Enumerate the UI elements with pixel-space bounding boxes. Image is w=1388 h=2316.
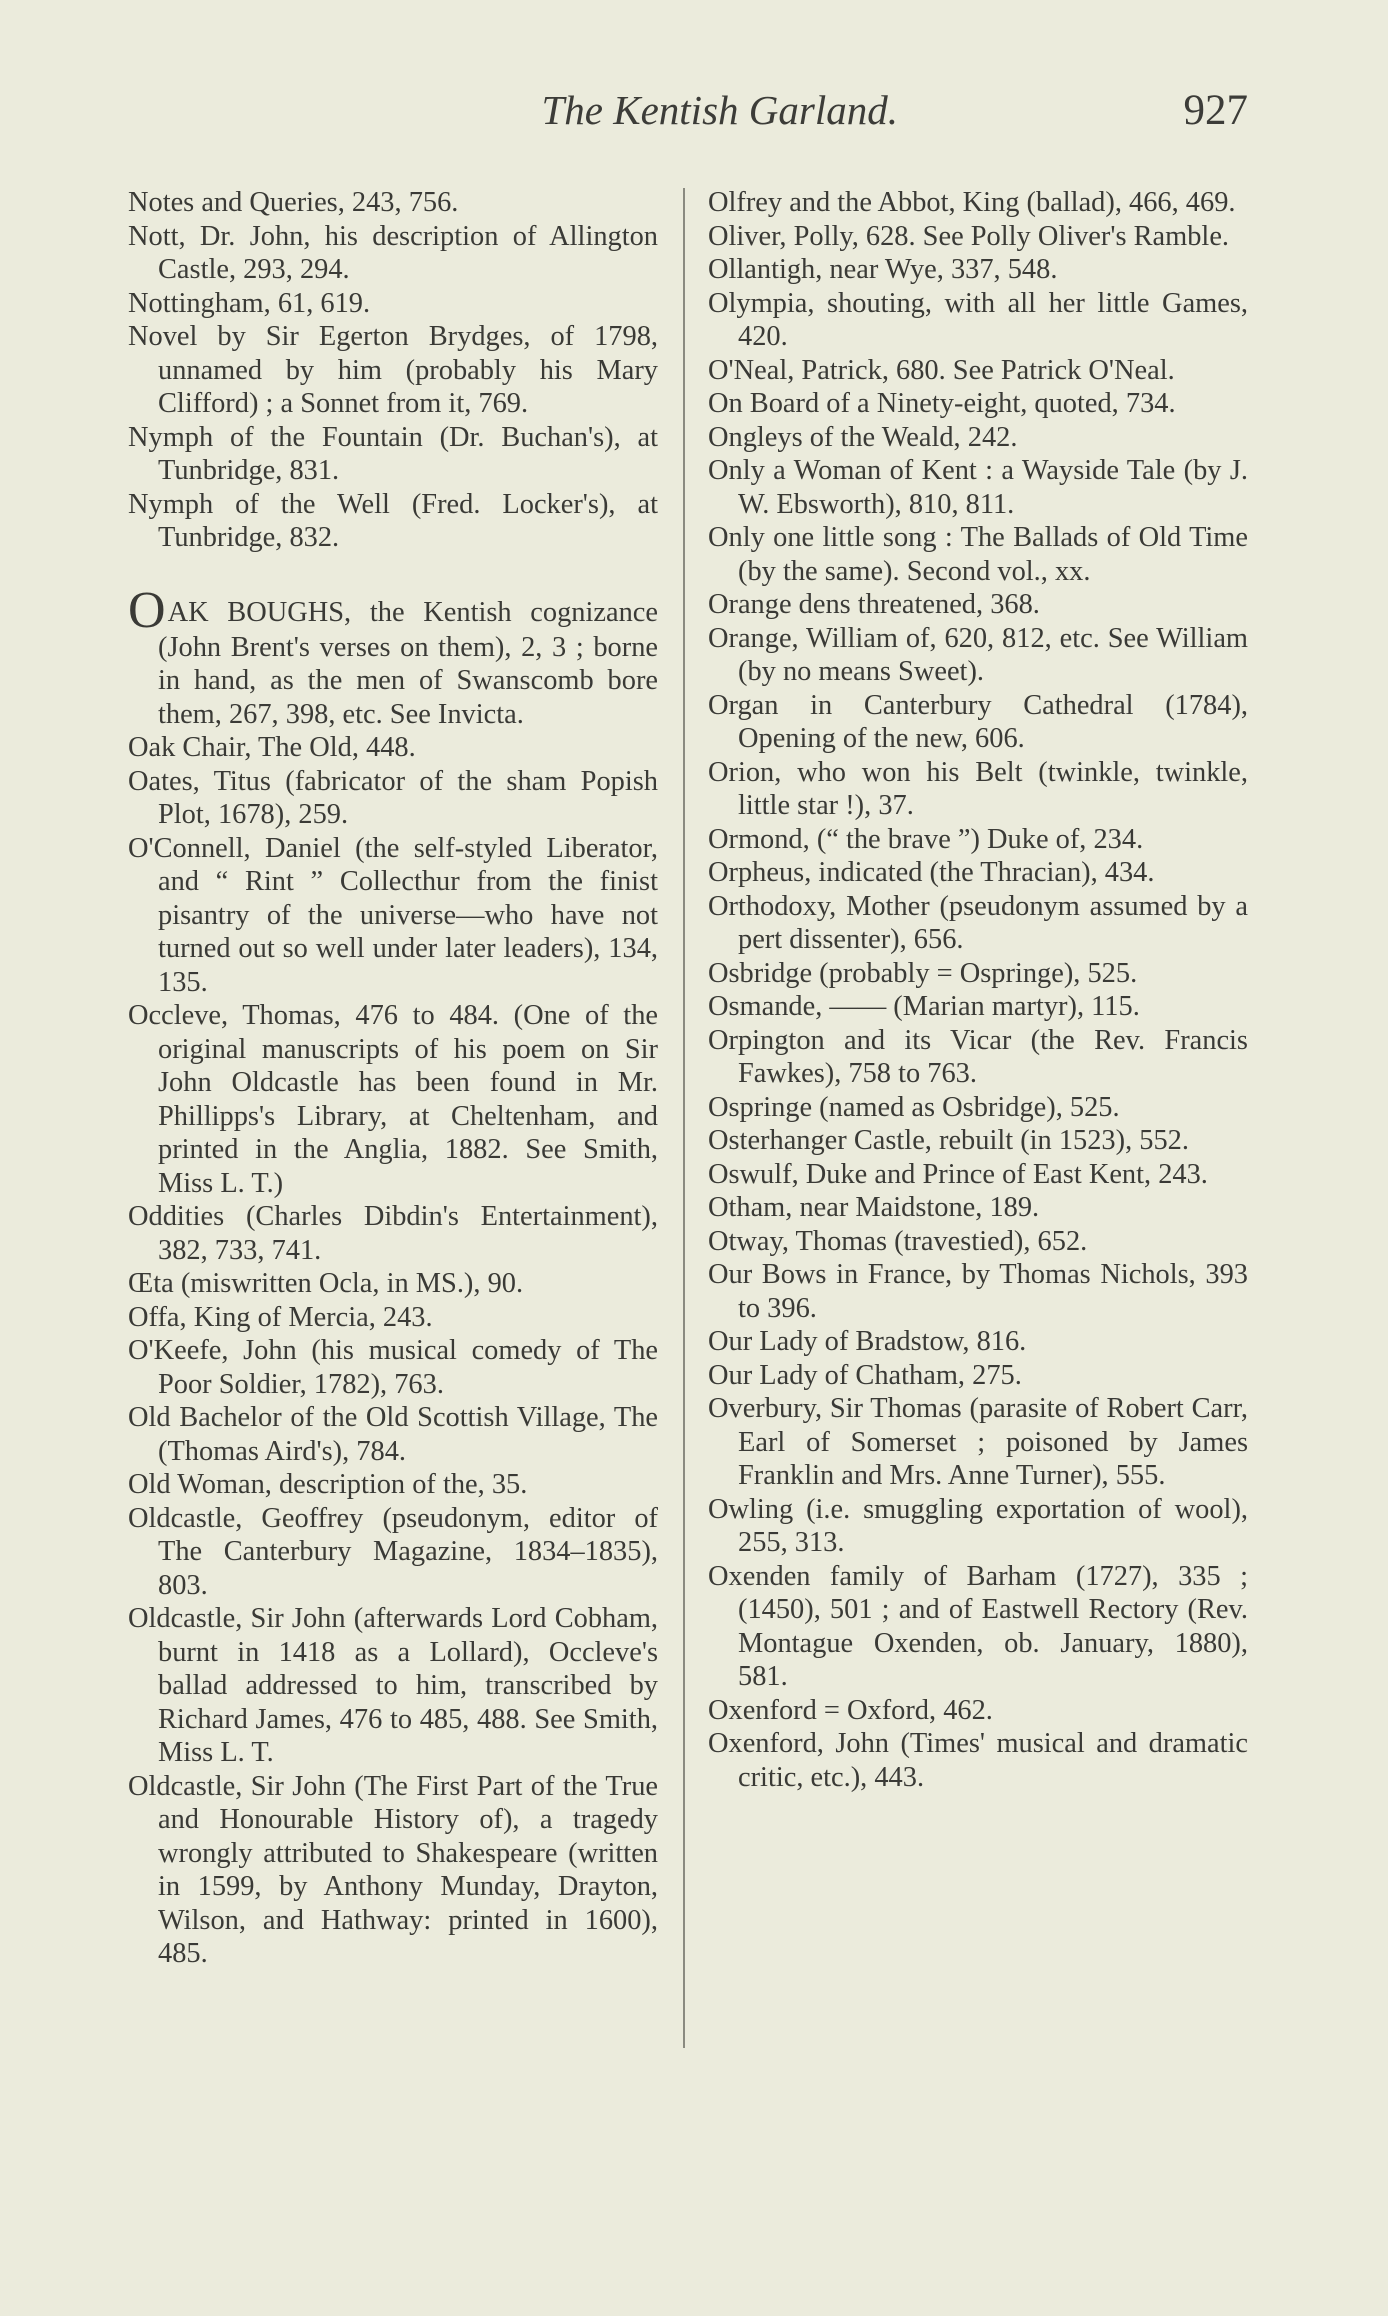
- index-entry: Nottingham, 61, 619.: [128, 287, 371, 319]
- index-entry: Oak Chair, The Old, 448.: [128, 732, 416, 763]
- section-start-text: AK BOUGHS, the Kentish cognizance (John Brent's verses on them), 2, 3 ; borne in hand, as the men of Swanscomb bore them, 267, 398, etc. See Invicta.: [158, 596, 658, 730]
- index-entry: Novel by Sir Egerton Brydges, of 1798, unnamed by him (probably his Mary Clifford) ; a Sonnet from it, 769.: [128, 321, 658, 419]
- index-entry: Oddities (Charles Dibdin's Entertainment), 382, 733, 741.: [128, 1201, 658, 1266]
- index-entry: Nott, Dr. John, his description of Allington Castle, 293, 294.: [128, 220, 658, 285]
- index-entry: O'Connell, Daniel (the self-styled Liberator, and “ Rint ” Collecthur from the finist pisantry of the universe—who have not turned out so well under later leaders), 134, 135.: [128, 832, 658, 998]
- index-entry: On Board of a Ninety-eight, quoted, 734.: [708, 388, 1176, 419]
- index-entry: Orange, William of, 620, 812, etc. See William (by no means Sweet).: [708, 622, 1248, 687]
- index-entry: Owling (i.e. smuggling exportation of wool), 255, 313.: [708, 1493, 1248, 1558]
- index-entry: Organ in Canterbury Cathedral (1784), Opening of the new, 606.: [708, 689, 1248, 754]
- index-entry: Oxenden family of Barham (1727), 335 ; (1450), 501 ; and of Eastwell Rectory (Rev. Montague Oxenden, ob. January, 1880), 581.: [708, 1560, 1248, 1692]
- index-entry: Old Bachelor of the Old Scottish Village, The (Thomas Aird's), 784.: [128, 1402, 658, 1467]
- index-entry: Orion, who won his Belt (twinkle, twinkle, little star !), 37.: [708, 756, 1248, 821]
- index-entry: Olfrey and the Abbot, King (ballad), 466, 469.: [708, 187, 1236, 218]
- index-entry: Oates, Titus (fabricator of the sham Popish Plot, 1678), 259.: [128, 765, 658, 830]
- index-entry: Oldcastle, Sir John (The First Part of the True and Honourable History of), a tragedy wrongly attributed to Shakespeare (written in 1599, by Anthony Munday, Drayton, Wilson, and Hathway: printed in 1600), 485.: [128, 1770, 658, 1969]
- index-entry: Overbury, Sir Thomas (parasite of Robert Carr, Earl of Somerset ; poisoned by James Franklin and Mrs. Anne Turner), 555.: [708, 1393, 1248, 1491]
- index-entry: Otham, near Maidstone, 189.: [708, 1192, 1040, 1223]
- running-title: The Kentish Garland.: [541, 87, 898, 133]
- index-entry: Our Lady of Bradstow, 816.: [708, 1326, 1027, 1357]
- index-entry: Offa, King of Mercia, 243.: [128, 1301, 433, 1333]
- index-entry: Osmande, —— (Marian martyr), 115.: [708, 991, 1140, 1022]
- index-entry: Orthodoxy, Mother (pseudonym assumed by a pert dissenter), 656.: [708, 890, 1248, 955]
- index-entry: Only a Woman of Kent : a Wayside Tale (by J. W. Ebsworth), 810, 811.: [708, 455, 1248, 520]
- index-entry: Osbridge (probably = Ospringe), 525.: [708, 957, 1138, 989]
- right-column: [708, 186, 1248, 1794]
- index-entry: Ollantigh, near Wye, 337, 548.: [708, 254, 1058, 285]
- index-entry: Oliver, Polly, 628. See Polly Oliver's Ramble.: [708, 220, 1230, 252]
- index-entry: Olympia, shouting, with all her little Games, 420.: [708, 287, 1248, 352]
- index-entry: Oldcastle, Sir John (afterwards Lord Cobham, burnt in 1418 as a Lollard), Occleve's ballad addressed to him, transcribed by Richard James, 476 to 485, 488. See Smith, Miss L. T.: [128, 1603, 658, 1768]
- index-entry: O'Keefe, John (his musical comedy of The Poor Soldier, 1782), 763.: [128, 1335, 658, 1400]
- index-entry: Orpheus, indicated (the Thracian), 434.: [708, 857, 1155, 888]
- index-entry: Oxenford, John (Times' musical and dramatic critic, etc.), 443.: [708, 1728, 1248, 1793]
- index-entry: Osterhanger Castle, rebuilt (in 1523), 552.: [708, 1125, 1189, 1156]
- index-entry: Oldcastle, Geoffrey (pseudonym, editor of The Canterbury Magazine, 1834–1835), 803.: [128, 1502, 658, 1601]
- index-entry: Only one little song : The Ballads of Old Time (by the same). Second vol., xx.: [708, 522, 1248, 587]
- index-entry: Orange dens threatened, 368.: [708, 589, 1040, 620]
- index-entry: Otway, Thomas (travestied), 652.: [708, 1225, 1088, 1257]
- page-header: [0, 86, 1388, 146]
- drop-cap-letter: O: [128, 581, 166, 639]
- index-entry: Our Bows in France, by Thomas Nichols, 393 to 396.: [708, 1259, 1248, 1324]
- left-column: [128, 186, 658, 1971]
- index-entry: Ospringe (named as Osbridge), 525.: [708, 1091, 1120, 1123]
- index-entry: Nymph of the Well (Fred. Locker's), at Tunbridge, 832.: [128, 488, 658, 553]
- index-entry: Old Woman, description of the, 35.: [128, 1469, 528, 1500]
- index-entry: Oswulf, Duke and Prince of East Kent, 243.: [708, 1158, 1208, 1190]
- index-entry: Œta (miswritten Ocla, in MS.), 90.: [128, 1268, 524, 1299]
- index-entry: Orpington and its Vicar (the Rev. Francis Fawkes), 758 to 763.: [708, 1024, 1248, 1089]
- column-divider: [683, 188, 685, 2048]
- index-entry: Occleve, Thomas, 476 to 484. (One of the original manuscripts of his poem on Sir John Oldcastle has been found in Mr. Phillipps's Library, at Cheltenham, and printed in the Anglia, 1882. See Smith, Miss L. T.): [128, 1000, 658, 1199]
- index-entry: Our Lady of Chatham, 275.: [708, 1359, 1022, 1391]
- index-entry: O'Neal, Patrick, 680. See Patrick O'Neal.: [708, 354, 1175, 386]
- page-number: 927: [1183, 87, 1248, 134]
- section-start-entry: [128, 581, 658, 732]
- index-entry: Notes and Queries, 243, 756.: [128, 187, 459, 218]
- section-gap: [128, 555, 658, 591]
- index-entry: Ormond, (“ the brave ”) Duke of, 234.: [708, 823, 1144, 855]
- index-entry: Ongleys of the Weald, 242.: [708, 421, 1018, 453]
- index-entry: Oxenford = Oxford, 462.: [708, 1694, 993, 1726]
- index-entry: Nymph of the Fountain (Dr. Buchan's), at Tunbridge, 831.: [128, 421, 658, 486]
